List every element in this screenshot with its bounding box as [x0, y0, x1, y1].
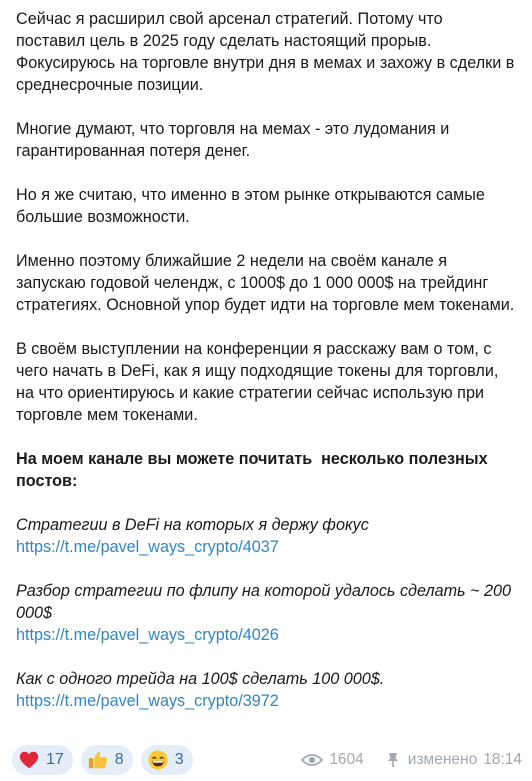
post-title: Стратегии в DeFi на которых я держу фокус	[16, 516, 369, 534]
eye-icon	[301, 753, 323, 767]
pin-icon	[386, 752, 400, 768]
post-title: Разбор стратегии по флипу на которой удалось сделать ~ 200 000$	[16, 582, 516, 622]
grinning-face-icon	[147, 749, 169, 771]
views-count: 1604	[329, 751, 364, 768]
post-item	[16, 514, 516, 558]
message-footer	[12, 743, 522, 777]
thumbs-up-icon	[87, 749, 109, 771]
reaction-count: 8	[114, 751, 124, 768]
reaction-thumbs-up[interactable]	[81, 745, 133, 775]
paragraph: В своём выступлении на конференции я расскажу вам о том, с чего начать в DeFi, как я ищу подходящие токены для торговли, на что ориентируюсь и какие стратегии сейчас использую при торговле мем токенами.	[16, 340, 503, 424]
heart-icon	[18, 749, 40, 771]
paragraph: Именно поэтому ближайшие 2 недели на своём канале я запускаю годовой челендж, с 1000$ до 1 000 000$ на трейдинг стратегиях. Основной упор будет идти на торговле мем токенами.	[16, 252, 515, 314]
message-meta	[301, 751, 522, 769]
post-link[interactable]: https://t.me/pavel_ways_crypto/4037	[16, 538, 279, 556]
post-title: Как с одного трейда на 100$ сделать 100 000$.	[16, 670, 385, 688]
post-item	[16, 668, 516, 712]
reaction-count: 3	[174, 751, 184, 768]
edited-label: изменено	[407, 751, 478, 768]
post-link[interactable]: https://t.me/pavel_ways_crypto/4026	[16, 626, 279, 644]
paragraph: Но я же считаю, что именно в этом рынке открываются самые большие возможности.	[16, 186, 490, 226]
post-item	[16, 580, 516, 646]
reaction-grin[interactable]	[141, 745, 193, 775]
paragraph: Многие думают, что торговля на мемах - это лудомания и гарантированная потеря денег.	[16, 120, 454, 160]
reaction-count: 17	[46, 751, 64, 768]
message-time: 18:14	[483, 751, 522, 768]
post-link[interactable]: https://t.me/pavel_ways_crypto/3972	[16, 692, 279, 710]
reaction-heart[interactable]	[12, 745, 73, 775]
paragraph: Сейчас я расширил свой арсенал стратегий. Потому что поставил цель в 2025 году сделать настоящий прорыв. Фокусируюсь на торговле внутри дня в мемах и захожу в сделки в среднесрочные позиции.	[16, 10, 519, 94]
posts-heading: На моем канале вы можете почитать несколько полезных постов:	[16, 450, 493, 490]
